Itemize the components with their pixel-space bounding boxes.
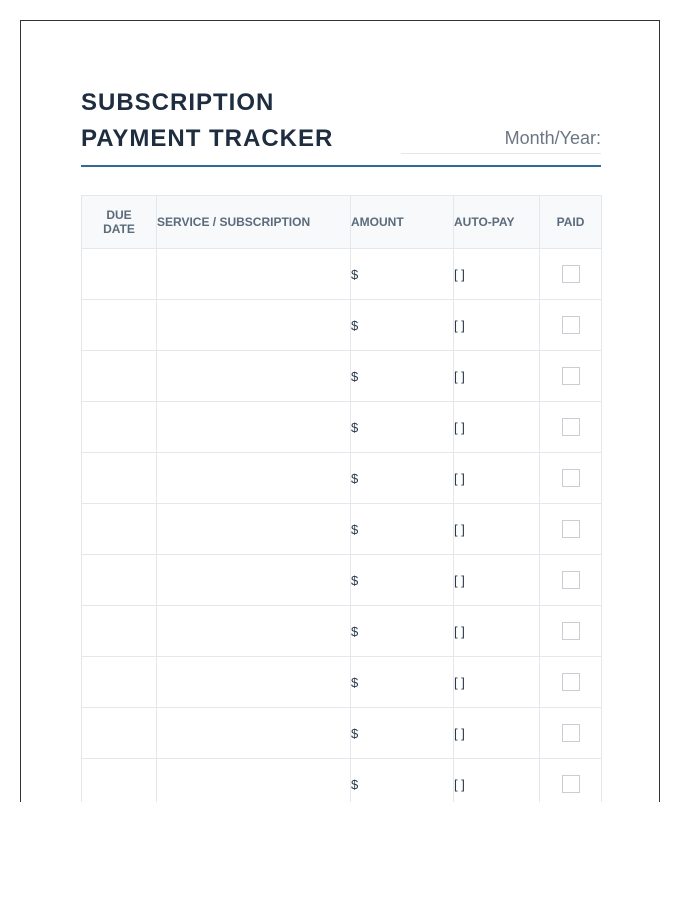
amount-currency-symbol: $ (351, 317, 359, 333)
paid-checkbox[interactable] (562, 469, 580, 487)
table-row (82, 504, 602, 555)
amount-cell[interactable] (351, 606, 454, 657)
auto-pay-cell[interactable] (454, 453, 540, 504)
tracker-header (81, 79, 601, 167)
amount-cell[interactable] (351, 555, 454, 606)
column-header-service: SERVICE / SUBSCRIPTION (157, 196, 351, 249)
tracker-sheet (20, 20, 660, 802)
due-date-cell[interactable] (82, 402, 157, 453)
payment-table (81, 195, 602, 802)
amount-cell[interactable] (351, 453, 454, 504)
auto-pay-marker: [ ] (454, 419, 465, 435)
amount-cell[interactable] (351, 249, 454, 300)
paid-cell (540, 300, 602, 351)
page-title (81, 85, 401, 157)
table-body (82, 249, 602, 803)
amount-cell[interactable] (351, 300, 454, 351)
due-date-cell[interactable] (82, 249, 157, 300)
table-row (82, 657, 602, 708)
auto-pay-cell[interactable] (454, 708, 540, 759)
column-header-paid: PAID (540, 196, 602, 249)
paid-cell (540, 657, 602, 708)
due-date-cell[interactable] (82, 300, 157, 351)
paid-cell (540, 555, 602, 606)
auto-pay-marker: [ ] (454, 368, 465, 384)
column-header-due-date (82, 196, 157, 249)
amount-currency-symbol: $ (351, 368, 359, 384)
amount-cell[interactable] (351, 402, 454, 453)
service-cell[interactable] (157, 759, 351, 803)
auto-pay-cell[interactable] (454, 402, 540, 453)
auto-pay-marker: [ ] (454, 266, 465, 282)
auto-pay-cell[interactable] (454, 657, 540, 708)
service-cell[interactable] (157, 249, 351, 300)
table-row (82, 555, 602, 606)
amount-cell[interactable] (351, 708, 454, 759)
service-cell[interactable] (157, 402, 351, 453)
title-line-1: SUBSCRIPTION (81, 89, 275, 116)
due-date-cell[interactable] (82, 657, 157, 708)
amount-currency-symbol: $ (351, 623, 359, 639)
amount-cell[interactable] (351, 657, 454, 708)
paid-checkbox[interactable] (562, 622, 580, 640)
paid-cell (540, 453, 602, 504)
due-date-cell[interactable] (82, 504, 157, 555)
auto-pay-cell[interactable] (454, 300, 540, 351)
due-date-cell[interactable] (82, 555, 157, 606)
title-line-2: PAYMENT TRACKER (81, 125, 334, 152)
amount-cell[interactable] (351, 351, 454, 402)
amount-currency-symbol: $ (351, 521, 359, 537)
service-cell[interactable] (157, 606, 351, 657)
paid-cell (540, 759, 602, 803)
amount-currency-symbol: $ (351, 674, 359, 690)
paid-checkbox[interactable] (562, 520, 580, 538)
due-date-cell[interactable] (82, 351, 157, 402)
paid-cell (540, 249, 602, 300)
auto-pay-cell[interactable] (454, 504, 540, 555)
paid-checkbox[interactable] (562, 571, 580, 589)
service-cell[interactable] (157, 555, 351, 606)
auto-pay-cell[interactable] (454, 606, 540, 657)
amount-cell[interactable] (351, 504, 454, 555)
amount-currency-symbol: $ (351, 419, 359, 435)
auto-pay-marker: [ ] (454, 776, 465, 792)
paid-cell (540, 402, 602, 453)
service-cell[interactable] (157, 351, 351, 402)
table-row (82, 606, 602, 657)
table-row (82, 351, 602, 402)
auto-pay-marker: [ ] (454, 674, 465, 690)
amount-currency-symbol: $ (351, 572, 359, 588)
column-header-auto-pay: AUTO-PAY (454, 196, 540, 249)
paid-cell (540, 606, 602, 657)
service-cell[interactable] (157, 657, 351, 708)
due-date-cell[interactable] (82, 759, 157, 803)
amount-currency-symbol: $ (351, 470, 359, 486)
due-date-cell[interactable] (82, 708, 157, 759)
auto-pay-marker: [ ] (454, 317, 465, 333)
table-row (82, 300, 602, 351)
paid-checkbox[interactable] (562, 367, 580, 385)
amount-currency-symbol: $ (351, 266, 359, 282)
amount-currency-symbol: $ (351, 725, 359, 741)
service-cell[interactable] (157, 453, 351, 504)
amount-currency-symbol: $ (351, 776, 359, 792)
paid-checkbox[interactable] (562, 724, 580, 742)
paid-checkbox[interactable] (562, 775, 580, 793)
due-header-line-2: DATE (103, 222, 135, 236)
service-cell[interactable] (157, 300, 351, 351)
table-header-row (82, 196, 602, 249)
table-row (82, 453, 602, 504)
due-date-cell[interactable] (82, 606, 157, 657)
month-year-label: Month/Year: (504, 128, 601, 148)
table-row (82, 249, 602, 300)
auto-pay-cell[interactable] (454, 249, 540, 300)
paid-checkbox[interactable] (562, 673, 580, 691)
service-cell[interactable] (157, 708, 351, 759)
due-header-line-1: DUE (106, 208, 132, 222)
auto-pay-marker: [ ] (454, 623, 465, 639)
paid-checkbox[interactable] (562, 265, 580, 283)
auto-pay-marker: [ ] (454, 572, 465, 588)
auto-pay-cell[interactable] (454, 351, 540, 402)
month-year-field[interactable] (401, 125, 601, 154)
auto-pay-marker: [ ] (454, 521, 465, 537)
auto-pay-marker: [ ] (454, 725, 465, 741)
paid-checkbox[interactable] (562, 316, 580, 334)
paid-cell (540, 504, 602, 555)
due-date-cell[interactable] (82, 453, 157, 504)
table-row (82, 708, 602, 759)
paid-cell (540, 351, 602, 402)
service-cell[interactable] (157, 504, 351, 555)
table-row (82, 759, 602, 803)
table-row (82, 402, 602, 453)
paid-checkbox[interactable] (562, 418, 580, 436)
auto-pay-cell[interactable] (454, 759, 540, 803)
amount-cell[interactable] (351, 759, 454, 803)
paid-cell (540, 708, 602, 759)
auto-pay-marker: [ ] (454, 470, 465, 486)
auto-pay-cell[interactable] (454, 555, 540, 606)
column-header-amount: AMOUNT (351, 196, 454, 249)
